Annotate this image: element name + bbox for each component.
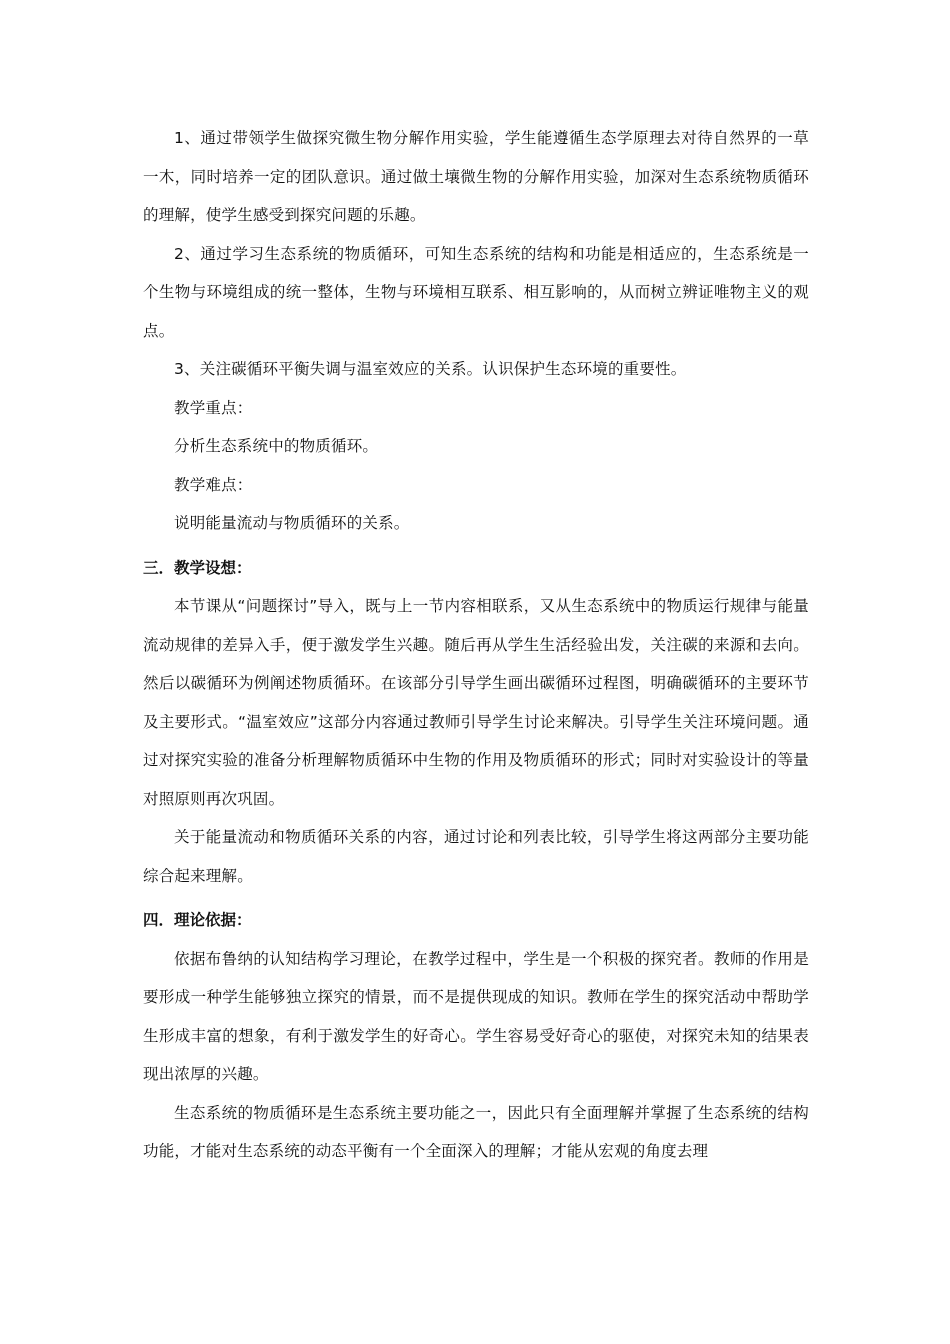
objective-paragraph-2: 2、通过学习生态系统的物质循环，可知生态系统的结构和功能是相适应的，生态系统是一个生物与环境组成的统一整体，生物与环境相互联系、相互影响的，从而树立辨证唯物主义的观点。 xyxy=(143,244,809,340)
objective-paragraph-1: 1、通过带领学生做探究微生物分解作用实验，学生能遵循生态学原理去对待自然界的一草一木，同时培养一定的团队意识。通过做土壤微生物的分解作用实验，加深对生态系统物质循环的理解，使学生感受到探究问题的乐趣。 xyxy=(143,129,809,224)
section-3-heading: 三．教学设想： xyxy=(143,558,252,577)
section-4-heading: 四．理论依据： xyxy=(143,911,252,929)
difficulty-label: 教学难点： xyxy=(174,475,253,494)
section-4-paragraph-2: 生态系统的物质循环是生态系统主要功能之一，因此只有全面理解并掌握了生态系统的结构功能，才能对生态系统的动态平衡有一个全面深入的理解；才能从宏观的角度去理 xyxy=(143,1103,809,1160)
section-4-paragraph-1: 依据布鲁纳的认知结构学习理论，在教学过程中，学生是一个积极的探究者。教师的作用是要形成一种学生能够独立探究的情景，而不是提供现成的知识。教师在学生的探究活动中帮助学生形成丰富的想象，有利于激发学生的好奇心。学生容易受好奇心的驱使，对探究未知的结果表现出浓厚的兴趣。 xyxy=(143,949,809,1083)
key-point-text: 分析生态系统中的物质循环。 xyxy=(174,437,379,455)
objective-paragraph-3: 3、关注碳循环平衡失调与温室效应的关系。认识保护生态环境的重要性。 xyxy=(174,360,687,378)
document-body xyxy=(143,119,809,1171)
key-point-label: 教学重点： xyxy=(174,398,253,417)
section-3-paragraph-2: 关于能量流动和物质循环关系的内容，通过讨论和列表比较，引导学生将这两部分主要功能综合起来理解。 xyxy=(143,828,809,885)
difficulty-text: 说明能量流动与物质循环的关系。 xyxy=(174,514,410,532)
section-3-paragraph-1: 本节课从“问题探讨”导入，既与上一节内容相联系，又从生态系统中的物质运行规律与能量流动规律的差异入手，便于激发学生兴趣。随后再从学生生活经验出发，关注碳的来源和去向。然后以碳循环为例阐述物质循环。在该部分引导学生画出碳循环过程图，明确碳循环的主要环节及主要形式。“温室效应”这部分内容通过教师引导学生讨论来解决。引导学生关注环境问题。通过对探究实验的准备分析理解物质循环中生物的作用及物质循环的形式；同时对实验设计的等量对照原则再次巩固。 xyxy=(143,597,809,808)
